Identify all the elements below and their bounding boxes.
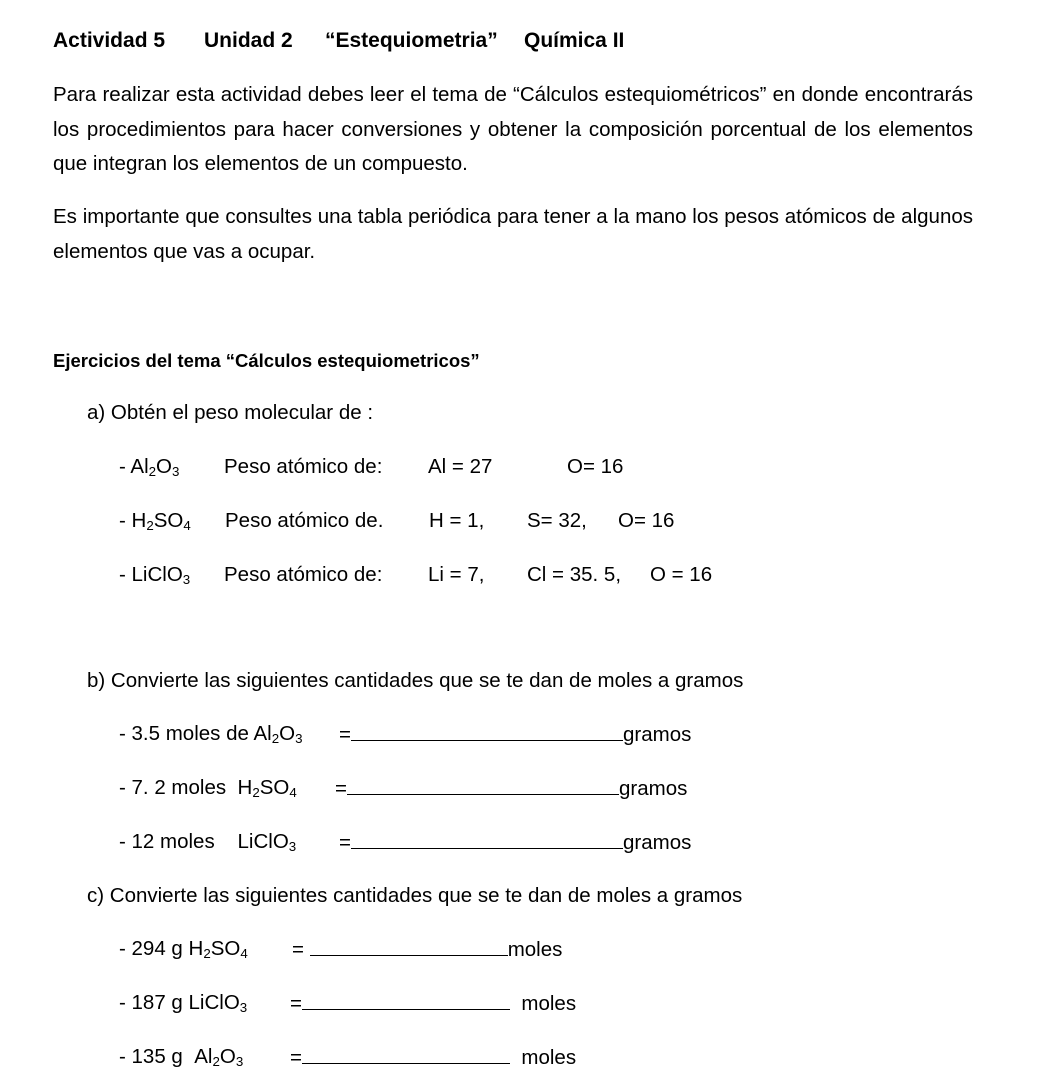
section-a-prompt: a) Obtén el peso molecular de : xyxy=(87,401,374,424)
a-item-weight: Al = 27 xyxy=(428,455,493,478)
b-item-answer: = gramos xyxy=(335,777,688,800)
a-item-formula: - $Al_2O_3$ xyxy=(119,455,180,480)
answer-blank[interactable] xyxy=(302,1045,510,1064)
a-item-weight: S= 32, xyxy=(527,509,587,532)
a-item-formula: - LiClO$_3$ xyxy=(119,563,191,588)
answer-blank[interactable] xyxy=(351,830,623,849)
topic-label: “Estequiometria” xyxy=(325,29,498,52)
a-item-weight: Cl = 35. 5, xyxy=(527,563,622,586)
a-item-formula: - $H_2SO_4$ xyxy=(119,509,191,534)
a-item-label: Peso atómico de: xyxy=(224,563,383,586)
unit-label: Unidad 2 xyxy=(204,29,293,52)
c-item: - 294 g $H_2SO_4$ xyxy=(119,937,248,962)
a-item-weight: O= 16 xyxy=(618,509,675,532)
section-c-prompt: c) Convierte las siguientes cantidades que se te dan de moles a gramos xyxy=(87,884,743,907)
a-item-weight: O= 16 xyxy=(567,455,624,478)
subject-label: Química II xyxy=(524,29,625,52)
b-item: - 7. 2 moles $H_2SO_4$ xyxy=(119,776,297,801)
intro-paragraph-1: Para realizar esta actividad debes leer el tema de “Cálculos estequiométricos” en donde encontrarás los procedimientos para hacer conversiones y obtener la composición porcentual de los elementos que integran los elementos de un compuesto. xyxy=(53,83,973,175)
c-item-answer: = moles xyxy=(290,992,577,1015)
exercises-title: Ejercicios del tema “Cálculos estequiometricos” xyxy=(53,350,480,371)
c-item-answer: = moles xyxy=(290,1046,577,1069)
c-item: - 135 g $Al_2O_3$ xyxy=(119,1045,244,1070)
c-item-answer: = moles xyxy=(292,938,563,961)
answer-blank[interactable] xyxy=(347,776,619,795)
answer-blank[interactable] xyxy=(310,937,508,956)
b-item: - 12 moles LiClO$_3$ xyxy=(119,830,297,855)
activity-label: Actividad 5 xyxy=(53,29,166,52)
a-item-weight: Li = 7, xyxy=(428,563,485,586)
a-item-label: Peso atómico de: xyxy=(224,455,383,478)
c-item: - 187 g LiClO$_3$ xyxy=(119,991,248,1016)
answer-blank[interactable] xyxy=(302,991,510,1010)
a-item-weight: O = 16 xyxy=(650,563,713,586)
a-item-weight: H = 1, xyxy=(429,509,485,532)
answer-blank[interactable] xyxy=(351,722,623,741)
b-item-answer: = gramos xyxy=(339,831,692,854)
b-item: - 3.5 moles de $Al_2O_3$ xyxy=(119,722,303,747)
a-item-label: Peso atómico de. xyxy=(225,509,384,532)
b-item-answer: = gramos xyxy=(339,723,692,746)
section-b-prompt: b) Convierte las siguientes cantidades que se te dan de moles a gramos xyxy=(87,669,744,692)
intro-paragraph-2: Es importante que consultes una tabla periódica para tener a la mano los pesos atómicos de algunos elementos que vas a ocupar. xyxy=(53,205,973,263)
